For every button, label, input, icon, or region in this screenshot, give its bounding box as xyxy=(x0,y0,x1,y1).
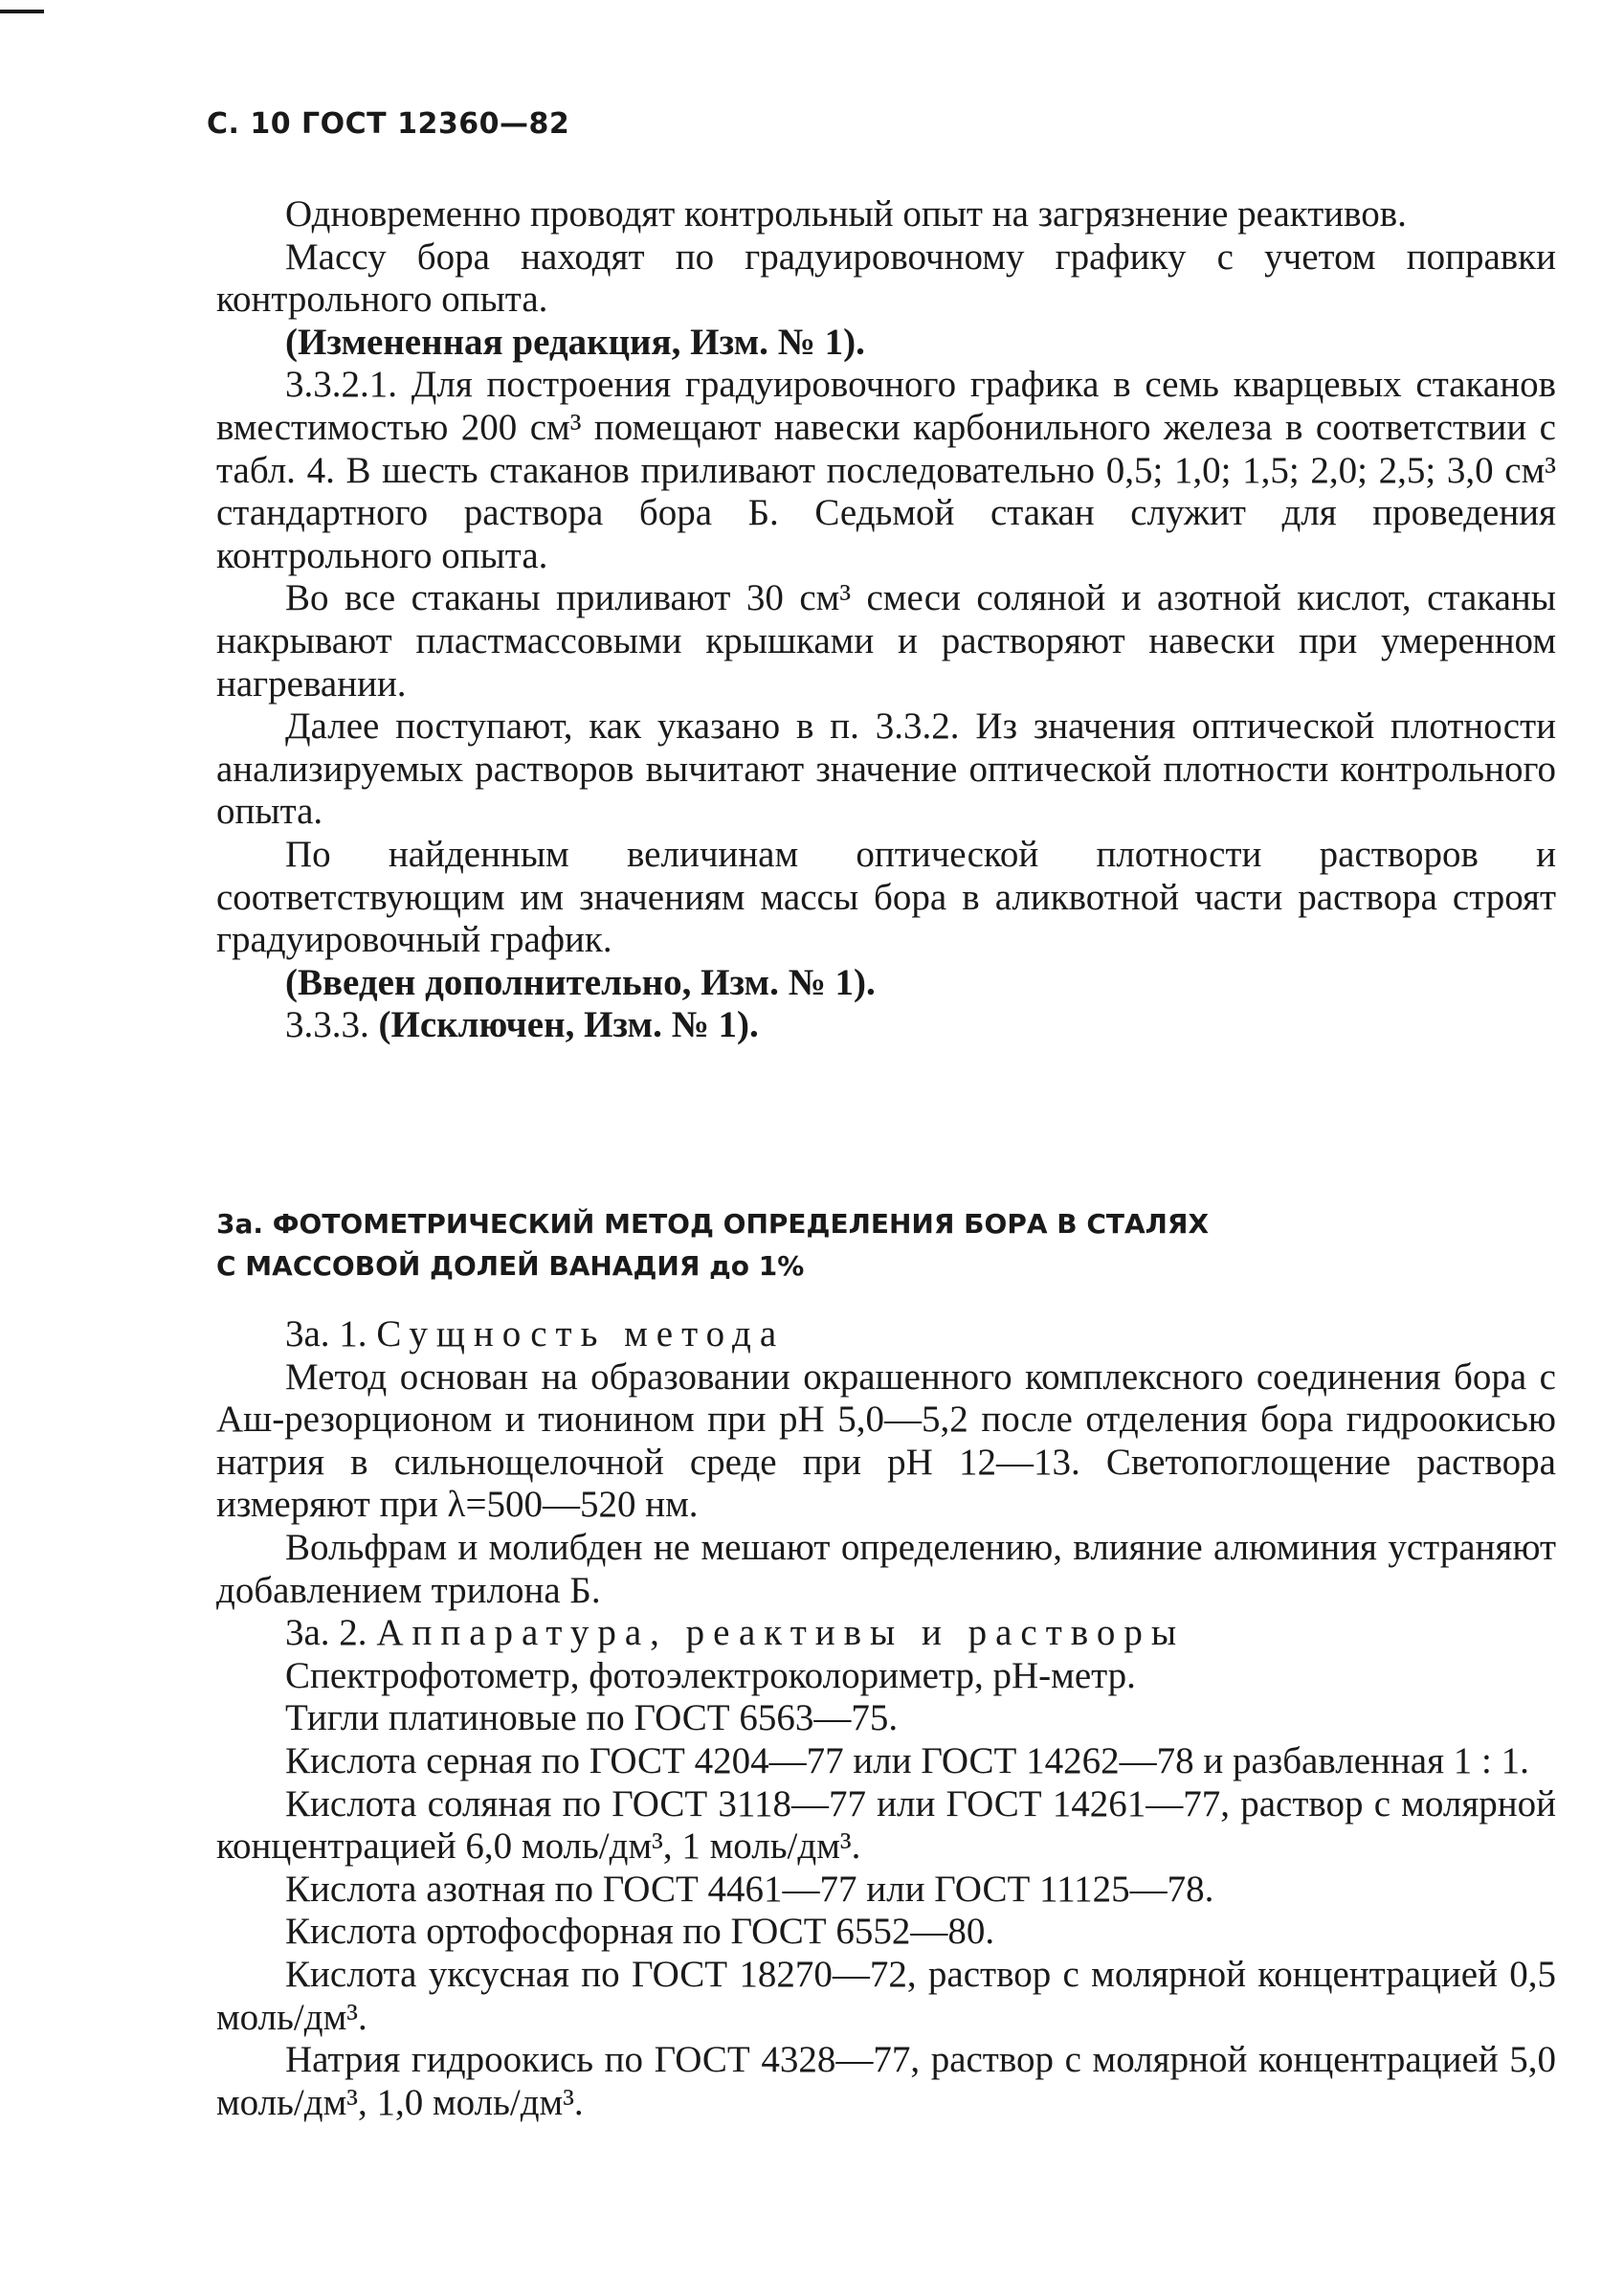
list-item: Кислота ортофосфорная по ГОСТ 6552—80. xyxy=(285,1911,995,1953)
body-section-3a xyxy=(216,1313,1556,2124)
running-head: С. 10 ГОСТ 12360—82 xyxy=(207,107,570,141)
clause-number: 3.3.3. xyxy=(285,1004,379,1046)
list-item: Натрия гидроокись по ГОСТ 4328—77, раствор с молярной концентрацией 5,0 моль/дм³, 1,0 моль/дм³. xyxy=(216,2039,1556,2123)
paragraph: Во все стаканы приливают 30 см³ смеси соляной и азотной кислот, стаканы накрывают пластмассовыми крышками и растворяют навески при умеренном нагревании. xyxy=(216,577,1556,705)
clause-number: 3а. 1. xyxy=(285,1313,377,1355)
body-section-3 xyxy=(216,193,1556,1047)
subsection-heading-text: Аппаратура, реактивы и растворы xyxy=(376,1612,1186,1654)
scan-corner-mark xyxy=(0,0,44,13)
paragraph: Одновременно проводят контрольный опыт на загрязнение реактивов. xyxy=(285,193,1407,235)
list-item: Спектрофотометр, фотоэлектроколориметр, pH-метр. xyxy=(285,1654,1136,1696)
list-item: Кислота соляная по ГОСТ 3118—77 или ГОСТ 14261—77, раствор с молярной концентрацией 6,0 моль/дм³, 1 моль/дм³. xyxy=(216,1782,1556,1868)
paragraph: Массу бора находят по градуировочному графику с учетом поправки контрольного опыта. xyxy=(216,235,1556,321)
paragraph: 3.3.2.1. Для построения градуировочного графика в семь кварцевых стаканов вместимостью 200 см³ помещают навески карбонильного железа в соответствии с табл. 4. В шесть стаканов приливают последовательно 0,5; 1,0; 1,5; 2,0; 2,5; 3,0 см³ стандартного раствора бора Б. Седьмой стакан служит для проведения контрольного опыта. xyxy=(216,364,1556,576)
section-3a-title xyxy=(216,1203,1556,1288)
section-title-line: С МАССОВОЙ ДОЛЕЙ ВАНАДИЯ до 1% xyxy=(216,1250,805,1282)
list-item: Кислота уксусная по ГОСТ 18270—72, раствор с молярной концентрацией 0,5 моль/дм³. xyxy=(216,1953,1556,2038)
paragraph: Метод основан на образовании окрашенного комплексного соединения бора с Аш-резорционом и тионином при pH 5,0—5,2 после отделения бора гидроокисью натрия в сильнощелочной среде при pH 12—13. Светопоглощение раствора измеряют при λ=500—520 нм. xyxy=(216,1355,1556,1526)
paragraph: Вольфрам и молибден не мешают определению, влияние алюминия устраняют добавлением трилона Б. xyxy=(216,1526,1556,1611)
paragraph: Далее поступают, как указано в п. 3.3.2. Из значения оптической плотности анализируемых растворов вычитают значение оптической плотности контрольного опыта. xyxy=(216,705,1556,833)
amendment-note: (Измененная редакция, Изм. № 1). xyxy=(285,321,865,363)
clause-number: 3а. 2. xyxy=(285,1612,377,1654)
paragraph-excluded xyxy=(216,1004,1556,1047)
subsection-heading xyxy=(216,1313,1556,1356)
amendment-note: (Введен дополнительно, Изм. № 1). xyxy=(285,961,876,1003)
subsection-heading-text: Сущность метода xyxy=(376,1313,786,1355)
amendment-note: (Исключен, Изм. № 1). xyxy=(378,1004,759,1046)
list-item: Кислота серная по ГОСТ 4204—77 или ГОСТ 14262—78 и разбавленная 1 : 1. xyxy=(285,1739,1529,1781)
section-title-line: 3а. ФОТОМЕТРИЧЕСКИЙ МЕТОД ОПРЕДЕЛЕНИЯ БОРА В СТАЛЯХ xyxy=(216,1208,1210,1240)
list-item: Тигли платиновые по ГОСТ 6563—75. xyxy=(285,1697,899,1739)
paragraph: По найденным величинам оптической плотности растворов и соответствующим им значениям массы бора в аликвотной части раствора строят градуировочный график. xyxy=(216,833,1556,961)
list-item: Кислота азотная по ГОСТ 4461—77 или ГОСТ 11125—78. xyxy=(285,1868,1214,1910)
subsection-heading xyxy=(216,1612,1556,1655)
